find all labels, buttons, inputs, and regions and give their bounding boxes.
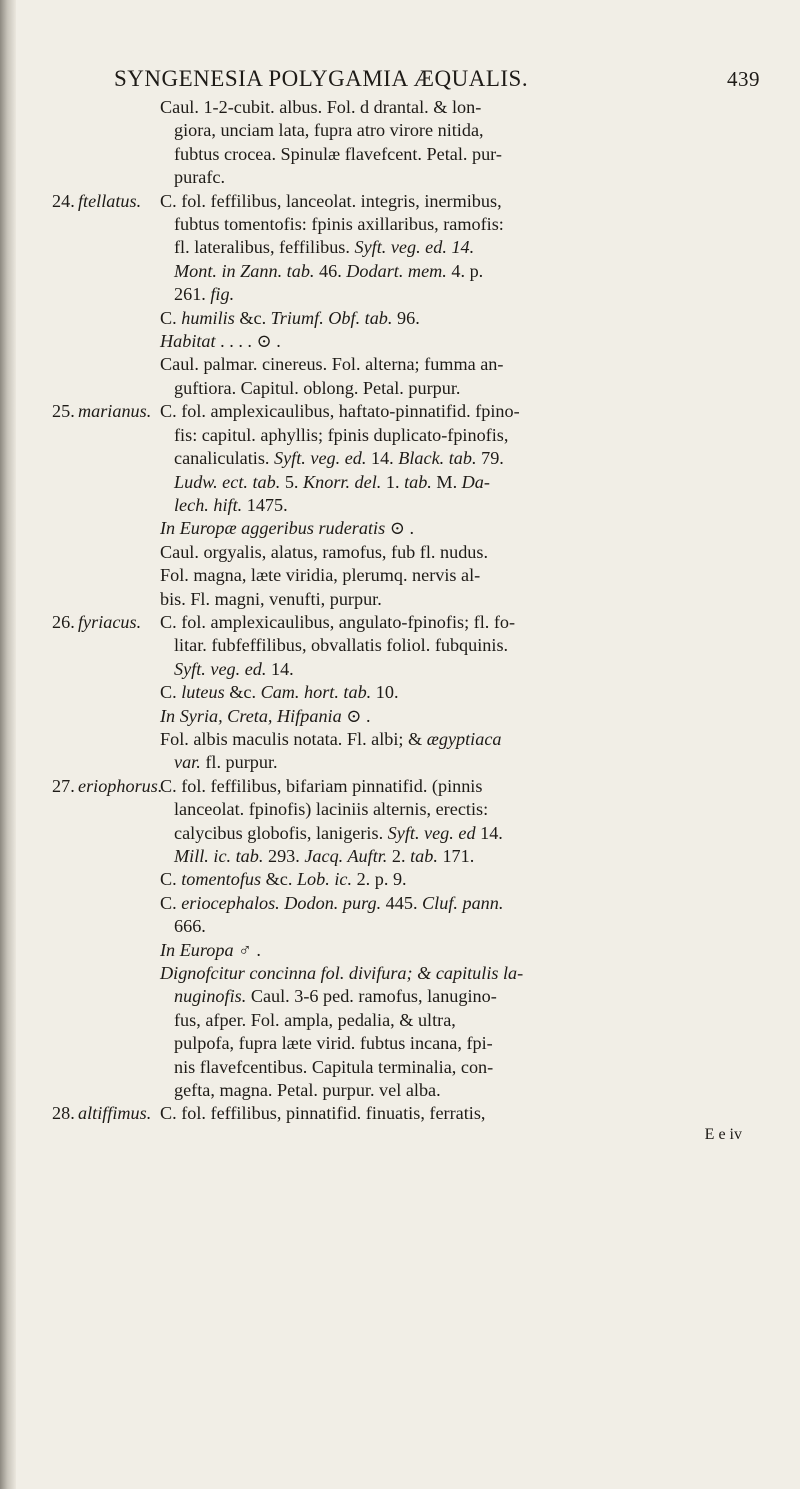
species-entry (52, 775, 760, 1103)
text-line: canaliculatis. Syft. veg. ed. 14. Black. tab. 79. (174, 448, 504, 469)
entry-number: 26. (52, 611, 75, 632)
text-line: Dignofcitur concinna fol. divifura; & capitulis la- (160, 963, 524, 984)
text-line: C. fol. amplexicaulibus, angulato-fpinofis; fl. fo- (160, 611, 516, 632)
text-line: guftiora. Capitul. oblong. Petal. purpur. (174, 377, 461, 398)
text-line: fus, afper. Fol. ampla, pedalia, & ultra, (174, 1009, 456, 1030)
text-line: C. fol. amplexicaulibus, haftato-pinnatifid. fpino- (160, 401, 520, 422)
text-line: pulpofa, fupra læte virid. fubtus incana, fpi- (174, 1033, 493, 1054)
text-line: Mont. in Zann. tab. 46. Dodart. mem. 4. p. (174, 260, 484, 281)
text-line: nuginofis. Caul. 3-6 ped. ramofus, lanugino- (174, 986, 497, 1007)
text-line: 666. (174, 916, 206, 937)
species-entry (52, 611, 760, 775)
species-entry (52, 400, 760, 611)
entry-number: 28. (52, 1103, 75, 1124)
text-line: nis flavefcentibus. Capitula terminalia, con- (174, 1056, 494, 1077)
running-header (114, 66, 760, 92)
entry-gutter (52, 96, 160, 190)
text-line: fubtus crocea. Spinulæ flavefcent. Petal. pur- (174, 143, 502, 164)
entry-body (160, 190, 760, 401)
species-name: altiffimus. (78, 1103, 152, 1124)
entry-gutter (52, 190, 160, 401)
text-line: var. fl. purpur. (174, 752, 278, 773)
text-line: fl. lateralibus, feffilibus. Syft. veg. ed. 14. (174, 237, 475, 258)
entry-number: 24. (52, 190, 75, 211)
text-line: fubtus tomentofis: fpinis axillaribus, ramofis: (174, 214, 504, 235)
text-line: In Europa ♂ . (160, 939, 261, 960)
page-number: 439 (727, 67, 760, 91)
text-line: Caul. palmar. cinereus. Fol. alterna; fumma an- (160, 354, 504, 375)
text-line: gefta, magna. Petal. purpur. vel alba. (174, 1080, 441, 1101)
text-line: Syft. veg. ed. 14. (174, 658, 294, 679)
text-line: lech. hift. 1475. (174, 494, 288, 515)
text-line: C. humilis &c. Triumf. Obf. tab. 96. (160, 307, 420, 328)
entry-body (160, 775, 760, 1103)
text-line: Caul. 1-2-cubit. albus. Fol. d drantal. & lon- (160, 97, 482, 117)
text-line: Fol. albis maculis notata. Fl. albi; & ægyptiaca (160, 728, 502, 749)
species-name: ftellatus. (78, 190, 142, 211)
text-line: fis: capitul. aphyllis; fpinis duplicato-fpinofis, (174, 424, 509, 445)
entry-body (160, 1102, 760, 1125)
entry-gutter (52, 775, 163, 1103)
text-line: giora, unciam lata, fupra atro virore nitida, (174, 120, 484, 141)
entry-body (160, 96, 760, 190)
text-line: Habitat . . . . ⊙ . (160, 331, 281, 352)
entry-gutter (52, 1102, 160, 1125)
text-line: C. luteus &c. Cam. hort. tab. 10. (160, 682, 399, 703)
intro-paragraph (52, 96, 760, 190)
text-line: C. eriocephalos. Dodon. purg. 445. Cluf. pann. (160, 892, 504, 913)
text-line: C. fol. feffilibus, bifariam pinnatifid. (pinnis (160, 775, 483, 796)
text-line: 261. fig. (174, 284, 235, 305)
species-entries (52, 190, 760, 1126)
species-name: marianus. (78, 401, 152, 422)
text-line: calycibus globofis, lanigeris. Syft. veg. ed 14. (174, 822, 503, 843)
text-line: lanceolat. fpinofis) laciniis alternis, erectis: (174, 799, 489, 820)
text-line: Mill. ic. tab. 293. Jacq. Auftr. 2. tab. 171. (174, 846, 475, 866)
text-line: Caul. orgyalis, alatus, ramofus, fub fl. nudus. (160, 541, 489, 562)
species-name: fyriacus. (78, 611, 142, 632)
text-line: C. tomentofus &c. Lob. ic. 2. p. 9. (160, 869, 407, 890)
running-title: SYNGENESIA POLYGAMIA ÆQUALIS. (114, 66, 529, 91)
species-entry (52, 1102, 760, 1125)
text-line: In Syria, Creta, Hifpania ⊙ . (160, 705, 371, 726)
text-line: In Europæ aggeribus ruderatis ⊙ . (160, 518, 415, 539)
binding-shadow (0, 0, 16, 1489)
text-line: Fol. magna, læte viridia, plerumq. nervis al- (160, 565, 481, 586)
species-entry (52, 190, 760, 401)
text-line: C. fol. feffilibus, lanceolat. integris, inermibus, (160, 190, 502, 211)
text-line: litar. fubfeffilibus, obvallatis foliol. fubquinis. (174, 635, 509, 656)
species-name: eriophorus. (78, 775, 163, 796)
entry-gutter (52, 400, 160, 611)
entry-body (160, 611, 760, 775)
entry-number: 27. (52, 775, 75, 796)
entry-gutter (52, 611, 160, 775)
signature-mark: E e iv (704, 1125, 742, 1143)
entry-body (160, 400, 760, 611)
text-line: purafc. (174, 167, 225, 188)
entry-number: 25. (52, 401, 75, 422)
text-line: bis. Fl. magni, venufti, purpur. (160, 588, 382, 609)
text-line: C. fol. feffilibus, pinnatifid. finuatis, ferratis, (160, 1103, 486, 1124)
text-line: Ludw. ect. tab. 5. Knorr. del. 1. tab. M. Da- (174, 471, 490, 492)
